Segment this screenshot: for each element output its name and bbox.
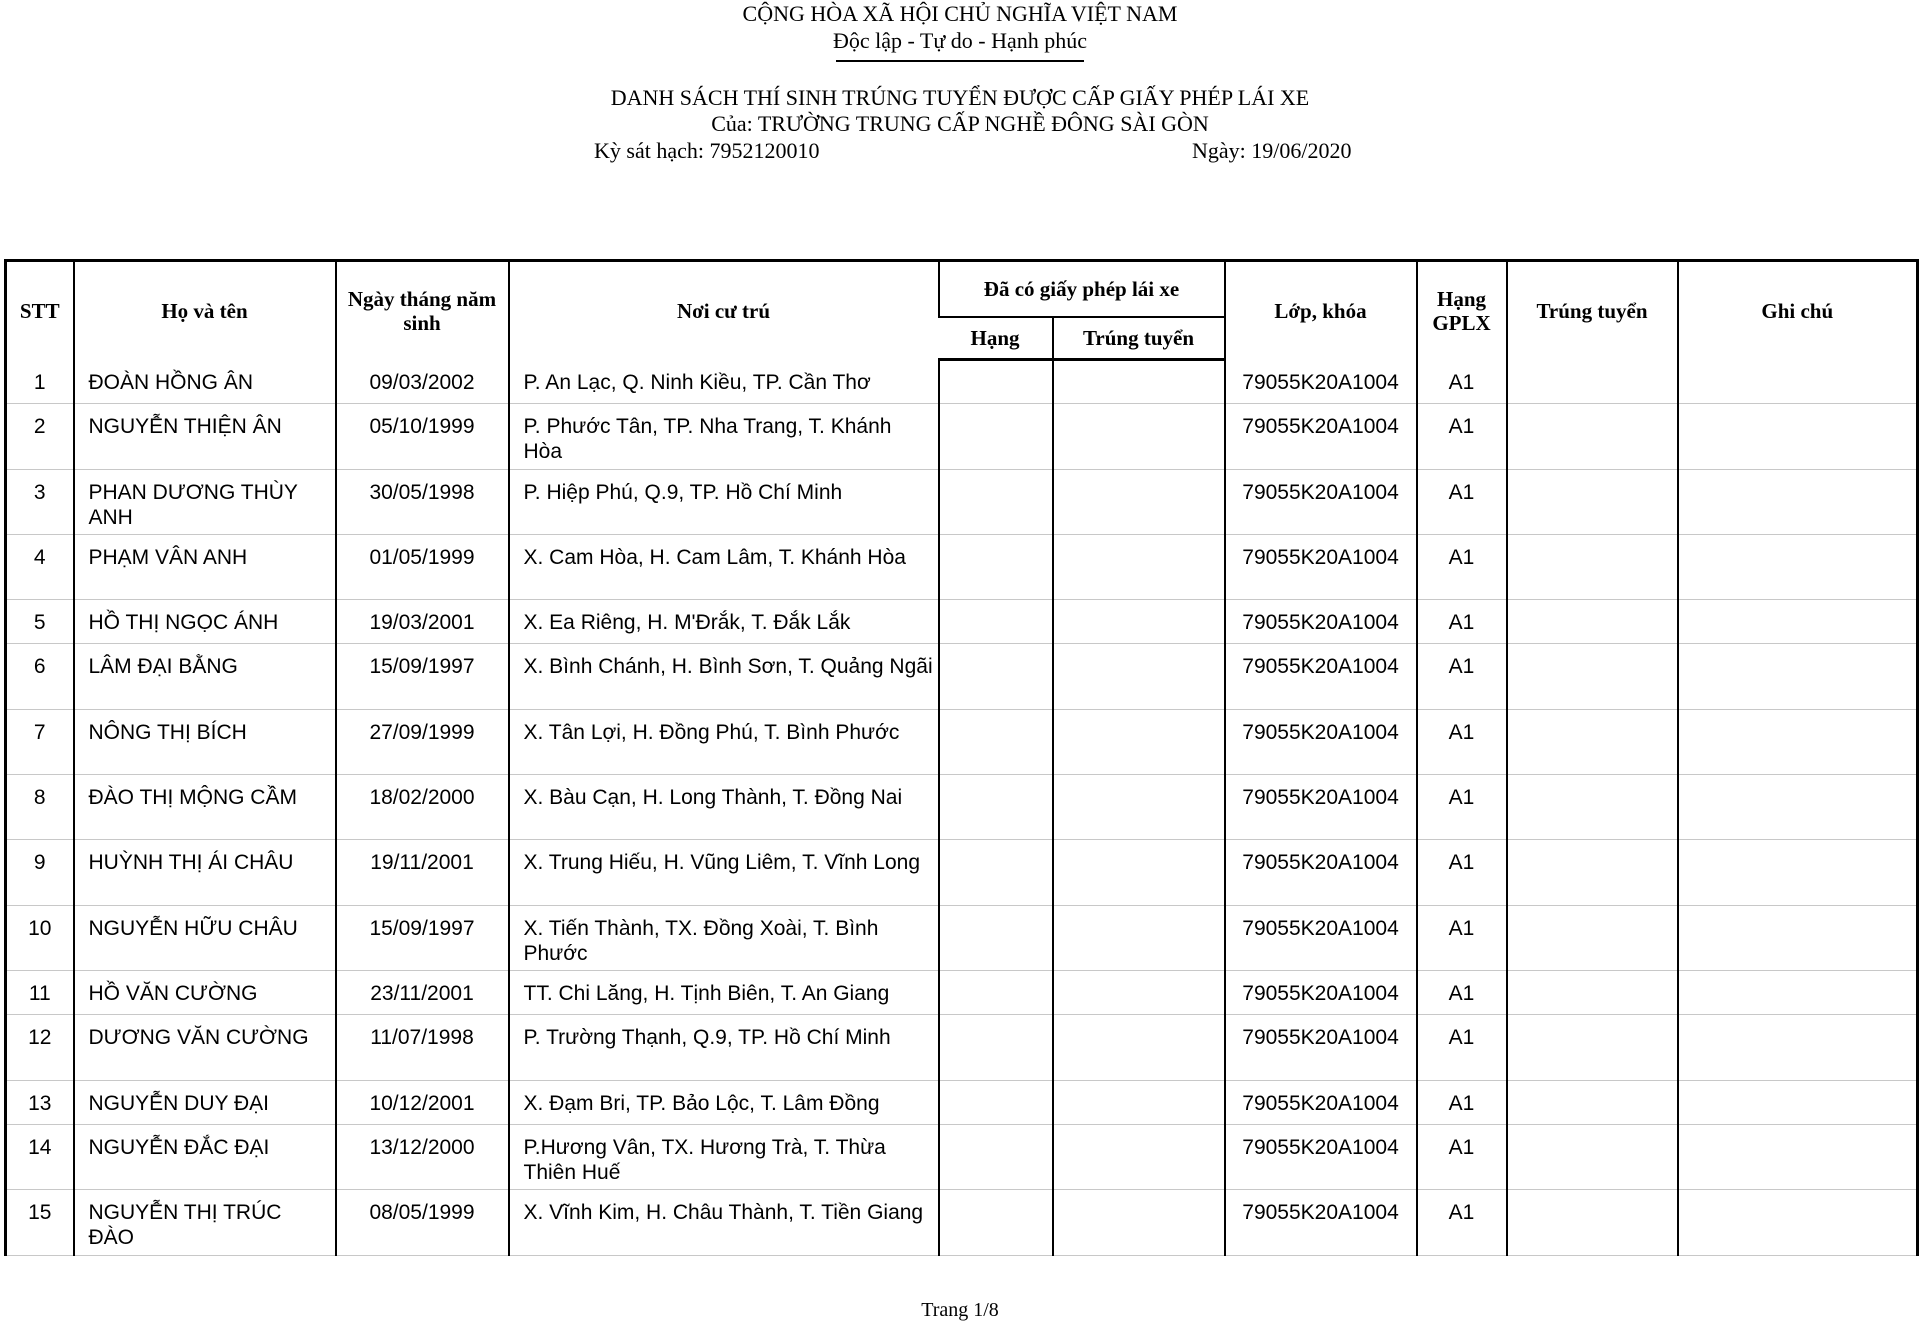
cell-name: PHẠM VÂN ANH bbox=[74, 535, 336, 600]
cell-name: NGUYỄN HỮU CHÂU bbox=[74, 906, 336, 971]
cell-note bbox=[1678, 1015, 1918, 1081]
motto-underline bbox=[836, 60, 1084, 62]
cell-licensed-passed bbox=[1053, 710, 1225, 775]
col-header-licensed-passed: Trúng tuyển bbox=[1053, 317, 1225, 360]
cell-note bbox=[1678, 470, 1918, 535]
cell-licensed-passed bbox=[1053, 840, 1225, 906]
cell-note bbox=[1678, 1190, 1918, 1256]
cell-name: LÂM ĐẠI BẰNG bbox=[74, 644, 336, 710]
cell-licensed-class bbox=[939, 1081, 1053, 1125]
cell-class: 79055K20A1004 bbox=[1225, 710, 1417, 775]
cell-address: X. Ea Riêng, H. M'Đrắk, T. Đắk Lắk bbox=[509, 600, 939, 644]
cell-name: NGUYỄN DUY ĐẠI bbox=[74, 1081, 336, 1125]
cell-licensed-passed bbox=[1053, 906, 1225, 971]
cell-address: X. Vĩnh Kim, H. Châu Thành, T. Tiền Giang bbox=[509, 1190, 939, 1256]
col-header-licensed-class: Hạng bbox=[939, 317, 1053, 360]
cell-address: TT. Chi Lăng, H. Tịnh Biên, T. An Giang bbox=[509, 971, 939, 1015]
cell-stt: 5 bbox=[6, 600, 74, 644]
cell-licensed-class bbox=[939, 404, 1053, 470]
cell-grade: A1 bbox=[1417, 775, 1507, 840]
cell-dob: 05/10/1999 bbox=[336, 404, 509, 470]
cell-stt: 7 bbox=[6, 710, 74, 775]
cell-note bbox=[1678, 906, 1918, 971]
cell-note bbox=[1678, 360, 1918, 404]
cell-class: 79055K20A1004 bbox=[1225, 775, 1417, 840]
table-row bbox=[6, 404, 1918, 470]
cell-licensed-passed bbox=[1053, 404, 1225, 470]
cell-licensed-class bbox=[939, 644, 1053, 710]
cell-licensed-class bbox=[939, 1190, 1053, 1256]
cell-stt: 1 bbox=[6, 360, 74, 404]
cell-stt: 6 bbox=[6, 644, 74, 710]
cell-dob: 15/09/1997 bbox=[336, 644, 509, 710]
document-title: DANH SÁCH THÍ SINH TRÚNG TUYỂN ĐƯỢC CẤP GIẤY PHÉP LÁI XE bbox=[610, 85, 1310, 110]
cell-class: 79055K20A1004 bbox=[1225, 600, 1417, 644]
cell-passed bbox=[1507, 1125, 1678, 1190]
table-row bbox=[6, 1015, 1918, 1081]
cell-dob: 13/12/2000 bbox=[336, 1125, 509, 1190]
cell-grade: A1 bbox=[1417, 710, 1507, 775]
cell-grade: A1 bbox=[1417, 360, 1507, 404]
cell-grade: A1 bbox=[1417, 1081, 1507, 1125]
cell-note bbox=[1678, 600, 1918, 644]
table-row bbox=[6, 1125, 1918, 1190]
exam-date: Ngày: 19/06/2020 bbox=[1192, 138, 1352, 163]
cell-dob: 10/12/2001 bbox=[336, 1081, 509, 1125]
table-row bbox=[6, 1081, 1918, 1125]
col-header-grade: Hạng GPLX bbox=[1417, 261, 1507, 360]
document-nation-heading: CỘNG HÒA XÃ HỘI CHỦ NGHĨA VIỆT NAM bbox=[742, 1, 1178, 26]
cell-note bbox=[1678, 710, 1918, 775]
cell-grade: A1 bbox=[1417, 1125, 1507, 1190]
cell-grade: A1 bbox=[1417, 470, 1507, 535]
table-row bbox=[6, 775, 1918, 840]
cell-class: 79055K20A1004 bbox=[1225, 906, 1417, 971]
table-row bbox=[6, 644, 1918, 710]
cell-note bbox=[1678, 840, 1918, 906]
cell-class: 79055K20A1004 bbox=[1225, 360, 1417, 404]
col-header-note: Ghi chú bbox=[1678, 261, 1918, 360]
cell-passed bbox=[1507, 971, 1678, 1015]
cell-address: X. Bình Chánh, H. Bình Sơn, T. Quảng Ngãi bbox=[509, 644, 939, 710]
cell-licensed-class bbox=[939, 710, 1053, 775]
cell-grade: A1 bbox=[1417, 404, 1507, 470]
cell-dob: 18/02/2000 bbox=[336, 775, 509, 840]
cell-address: X. Trung Hiếu, H. Vũng Liêm, T. Vĩnh Long bbox=[509, 840, 939, 906]
cell-licensed-class bbox=[939, 775, 1053, 840]
cell-licensed-class bbox=[939, 470, 1053, 535]
col-header-passed: Trúng tuyển bbox=[1507, 261, 1678, 360]
cell-note bbox=[1678, 971, 1918, 1015]
cell-passed bbox=[1507, 1190, 1678, 1256]
table-row bbox=[6, 710, 1918, 775]
page-number: Trang 1/8 bbox=[921, 1299, 999, 1321]
cell-class: 79055K20A1004 bbox=[1225, 1190, 1417, 1256]
cell-passed bbox=[1507, 535, 1678, 600]
school-name: Của: TRƯỜNG TRUNG CẤP NGHỀ ĐÔNG SÀI GÒN bbox=[711, 111, 1209, 136]
cell-stt: 15 bbox=[6, 1190, 74, 1256]
cell-licensed-passed bbox=[1053, 600, 1225, 644]
cell-dob: 23/11/2001 bbox=[336, 971, 509, 1015]
cell-name: HỒ VĂN CƯỜNG bbox=[74, 971, 336, 1015]
cell-class: 79055K20A1004 bbox=[1225, 840, 1417, 906]
cell-name: NGUYỄN THIỆN ÂN bbox=[74, 404, 336, 470]
cell-note bbox=[1678, 1125, 1918, 1190]
cell-class: 79055K20A1004 bbox=[1225, 971, 1417, 1015]
cell-name: HUỲNH THỊ ÁI CHÂU bbox=[74, 840, 336, 906]
cell-grade: A1 bbox=[1417, 971, 1507, 1015]
cell-passed bbox=[1507, 360, 1678, 404]
cell-class: 79055K20A1004 bbox=[1225, 1125, 1417, 1190]
cell-licensed-passed bbox=[1053, 1081, 1225, 1125]
cell-passed bbox=[1507, 1015, 1678, 1081]
cell-licensed-passed bbox=[1053, 535, 1225, 600]
cell-grade: A1 bbox=[1417, 906, 1507, 971]
cell-address: X. Tân Lợi, H. Đồng Phú, T. Bình Phước bbox=[509, 710, 939, 775]
cell-class: 79055K20A1004 bbox=[1225, 644, 1417, 710]
cell-licensed-passed bbox=[1053, 1125, 1225, 1190]
cell-address: X. Tiến Thành, TX. Đồng Xoài, T. Bình Phước bbox=[509, 906, 939, 971]
cell-passed bbox=[1507, 775, 1678, 840]
table-row bbox=[6, 971, 1918, 1015]
cell-address: X. Cam Hòa, H. Cam Lâm, T. Khánh Hòa bbox=[509, 535, 939, 600]
table-row bbox=[6, 470, 1918, 535]
cell-address: P. Trường Thạnh, Q.9, TP. Hồ Chí Minh bbox=[509, 1015, 939, 1081]
cell-passed bbox=[1507, 404, 1678, 470]
cell-name: HỒ THỊ NGỌC ÁNH bbox=[74, 600, 336, 644]
cell-name: ĐOÀN HỒNG ÂN bbox=[74, 360, 336, 404]
cell-licensed-class bbox=[939, 535, 1053, 600]
cell-dob: 11/07/1998 bbox=[336, 1015, 509, 1081]
col-header-licensed-group: Đã có giấy phép lái xe bbox=[939, 261, 1225, 317]
cell-address: P. Phước Tân, TP. Nha Trang, T. Khánh Hòa bbox=[509, 404, 939, 470]
cell-stt: 8 bbox=[6, 775, 74, 840]
cell-stt: 4 bbox=[6, 535, 74, 600]
cell-stt: 11 bbox=[6, 971, 74, 1015]
cell-licensed-class bbox=[939, 971, 1053, 1015]
cell-dob: 15/09/1997 bbox=[336, 906, 509, 971]
cell-dob: 19/11/2001 bbox=[336, 840, 509, 906]
cell-dob: 09/03/2002 bbox=[336, 360, 509, 404]
col-header-stt: STT bbox=[19, 298, 60, 323]
table-row bbox=[6, 360, 1918, 404]
cell-licensed-class bbox=[939, 1125, 1053, 1190]
cell-address: P. An Lạc, Q. Ninh Kiều, TP. Cần Thơ bbox=[509, 360, 939, 404]
cell-grade: A1 bbox=[1417, 644, 1507, 710]
cell-name: NGUYỄN ĐẮC ĐẠI bbox=[74, 1125, 336, 1190]
cell-class: 79055K20A1004 bbox=[1225, 404, 1417, 470]
cell-licensed-passed bbox=[1053, 1015, 1225, 1081]
table-row bbox=[6, 535, 1918, 600]
table-row bbox=[6, 600, 1918, 644]
cell-dob: 19/03/2001 bbox=[336, 600, 509, 644]
col-header-dob: Ngày tháng năm sinh bbox=[336, 261, 509, 360]
cell-grade: A1 bbox=[1417, 600, 1507, 644]
cell-passed bbox=[1507, 1081, 1678, 1125]
cell-note bbox=[1678, 404, 1918, 470]
cell-licensed-passed bbox=[1053, 644, 1225, 710]
cell-name: PHAN DƯƠNG THÙY ANH bbox=[74, 470, 336, 535]
cell-address: X. Đạm Bri, TP. Bảo Lộc, T. Lâm Đồng bbox=[509, 1081, 939, 1125]
cell-note bbox=[1678, 1081, 1918, 1125]
cell-passed bbox=[1507, 710, 1678, 775]
cell-class: 79055K20A1004 bbox=[1225, 470, 1417, 535]
cell-class: 79055K20A1004 bbox=[1225, 535, 1417, 600]
document-motto: Độc lập - Tự do - Hạnh phúc bbox=[832, 28, 1088, 53]
cell-note bbox=[1678, 775, 1918, 840]
cell-stt: 9 bbox=[6, 840, 74, 906]
cell-grade: A1 bbox=[1417, 1190, 1507, 1256]
cell-licensed-passed bbox=[1053, 1190, 1225, 1256]
col-header-address: Nơi cư trú bbox=[509, 261, 939, 360]
cell-name: ĐÀO THỊ MỘNG CẦM bbox=[74, 775, 336, 840]
col-header-class: Lớp, khóa bbox=[1225, 261, 1417, 360]
cell-dob: 27/09/1999 bbox=[336, 710, 509, 775]
cell-passed bbox=[1507, 470, 1678, 535]
cell-stt: 2 bbox=[6, 404, 74, 470]
cell-dob: 30/05/1998 bbox=[336, 470, 509, 535]
cell-name: NÔNG THỊ BÍCH bbox=[74, 710, 336, 775]
cell-name: DƯƠNG VĂN CƯỜNG bbox=[74, 1015, 336, 1081]
cell-licensed-passed bbox=[1053, 470, 1225, 535]
cell-stt: 3 bbox=[6, 470, 74, 535]
cell-name: NGUYỄN THỊ TRÚC ĐÀO bbox=[74, 1190, 336, 1256]
cell-passed bbox=[1507, 840, 1678, 906]
cell-dob: 01/05/1999 bbox=[336, 535, 509, 600]
cell-licensed-class bbox=[939, 1015, 1053, 1081]
cell-class: 79055K20A1004 bbox=[1225, 1015, 1417, 1081]
cell-dob: 08/05/1999 bbox=[336, 1190, 509, 1256]
cell-passed bbox=[1507, 644, 1678, 710]
cell-passed bbox=[1507, 600, 1678, 644]
cell-stt: 13 bbox=[6, 1081, 74, 1125]
cell-stt: 12 bbox=[6, 1015, 74, 1081]
exam-session: Kỳ sát hạch: 7952120010 bbox=[594, 138, 820, 163]
cell-licensed-passed bbox=[1053, 971, 1225, 1015]
cell-grade: A1 bbox=[1417, 535, 1507, 600]
table-row bbox=[6, 906, 1918, 971]
cell-note bbox=[1678, 644, 1918, 710]
table-row bbox=[6, 840, 1918, 906]
cell-grade: A1 bbox=[1417, 840, 1507, 906]
cell-licensed-passed bbox=[1053, 360, 1225, 404]
cell-address: P. Hiệp Phú, Q.9, TP. Hồ Chí Minh bbox=[509, 470, 939, 535]
cell-note bbox=[1678, 535, 1918, 600]
cell-passed bbox=[1507, 906, 1678, 971]
cell-address: X. Bàu Cạn, H. Long Thành, T. Đồng Nai bbox=[509, 775, 939, 840]
cell-licensed-class bbox=[939, 600, 1053, 644]
cell-licensed-passed bbox=[1053, 775, 1225, 840]
cell-grade: A1 bbox=[1417, 1015, 1507, 1081]
table-row bbox=[6, 1190, 1918, 1256]
cell-licensed-class bbox=[939, 840, 1053, 906]
candidate-table bbox=[4, 259, 1919, 1256]
cell-class: 79055K20A1004 bbox=[1225, 1081, 1417, 1125]
cell-stt: 14 bbox=[6, 1125, 74, 1190]
cell-licensed-class bbox=[939, 906, 1053, 971]
col-header-name: Họ và tên bbox=[74, 261, 336, 360]
cell-licensed-class bbox=[939, 360, 1053, 404]
cell-address: P.Hương Vân, TX. Hương Trà, T. Thừa Thiên Huế bbox=[509, 1125, 939, 1190]
cell-stt: 10 bbox=[6, 906, 74, 971]
